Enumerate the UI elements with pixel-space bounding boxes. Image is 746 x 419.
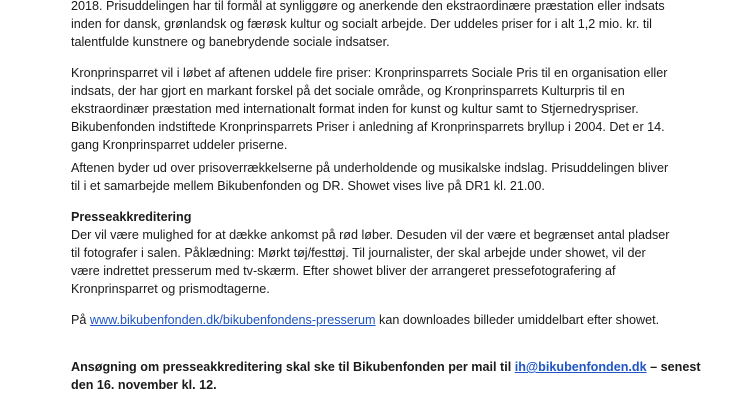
text-line: Kronprinsparret vil i løbet af aftenen uddele fire priser: Kronprinsparrets Sociale Pris til en organisation eller — [71, 66, 668, 80]
text-line: Aftenen byder ud over prisoverrækkelserne på underholdende og musikalske indslag. Prisuddelingen bliver — [71, 161, 669, 175]
text-line: den 16. november kl. 12. — [71, 378, 217, 392]
paragraph-accreditation-notice — [71, 358, 701, 394]
text-suffix: – senest — [646, 360, 701, 374]
paragraph-evening-program — [71, 159, 668, 195]
text-suffix: kan downloades billeder umiddelbart efter showet. — [375, 313, 660, 327]
section-heading: Presseakkreditering — [71, 210, 192, 224]
text-line: Kronprinsparret og prismodtagerne. — [71, 282, 270, 296]
text-line: gang Kronprinsparret uddeler priserne. — [71, 138, 288, 152]
text-line: være indrettet presserum med tv-skærm. Efter showet bliver der arrangeret pressefotografering af — [71, 264, 616, 278]
paragraph-awards — [71, 64, 667, 154]
text-line — [71, 311, 659, 329]
text-line: Bikubenfonden indstiftede Kronprinsparrets Priser i anledning af Kronprinsparrets bryllup i 2004. Det er 14. — [71, 120, 665, 134]
paragraph-prize-purpose — [71, 0, 665, 51]
text-line: Der vil være mulighed for at dække ankomst på rød løber. Desuden vil der være et begrænset antal pladser — [71, 228, 670, 242]
section-press-accreditation — [71, 208, 669, 298]
text-line: til fotografer i salen. Påklædning: Mørkt tøj/festtøj. Til journalister, der skal arbejde under showet, vil der — [71, 246, 646, 260]
text-line — [71, 358, 701, 376]
text-line: indsats, der har gjort en markant forskel på det sociale område, og Kronprinsparrets Kulturpris til en — [71, 84, 625, 98]
text-prefix: På — [71, 313, 90, 327]
paragraph-press-room — [71, 311, 659, 329]
text-line: 2018. Prisuddelingen har til formål at synliggøre og anerkende den ekstraordinære præstation eller indsats — [71, 0, 665, 13]
text-line: ekstraordinær præstation med internationalt format inden for kunst og kultur samt to Stjernedryspriser. — [71, 102, 639, 116]
email-link[interactable]: ih@bikubenfonden.dk — [514, 360, 647, 374]
text-line: til i et samarbejde mellem Bikubenfonden og DR. Showet vises live på DR1 kl. 21.00. — [71, 179, 545, 193]
text-line: talentfulde kunstnere og banebrydende sociale indsatser. — [71, 35, 390, 49]
text-prefix: Ansøgning om presseakkreditering skal ske til Bikubenfonden per mail til — [71, 360, 515, 374]
text-line: inden for dansk, grønlandsk og færøsk kultur og socialt arbejde. Der uddeles priser for i alt 1,2 mio. kr. til — [71, 17, 652, 31]
press-room-link[interactable]: www.bikubenfonden.dk/bikubenfondens-presserum — [89, 313, 376, 327]
